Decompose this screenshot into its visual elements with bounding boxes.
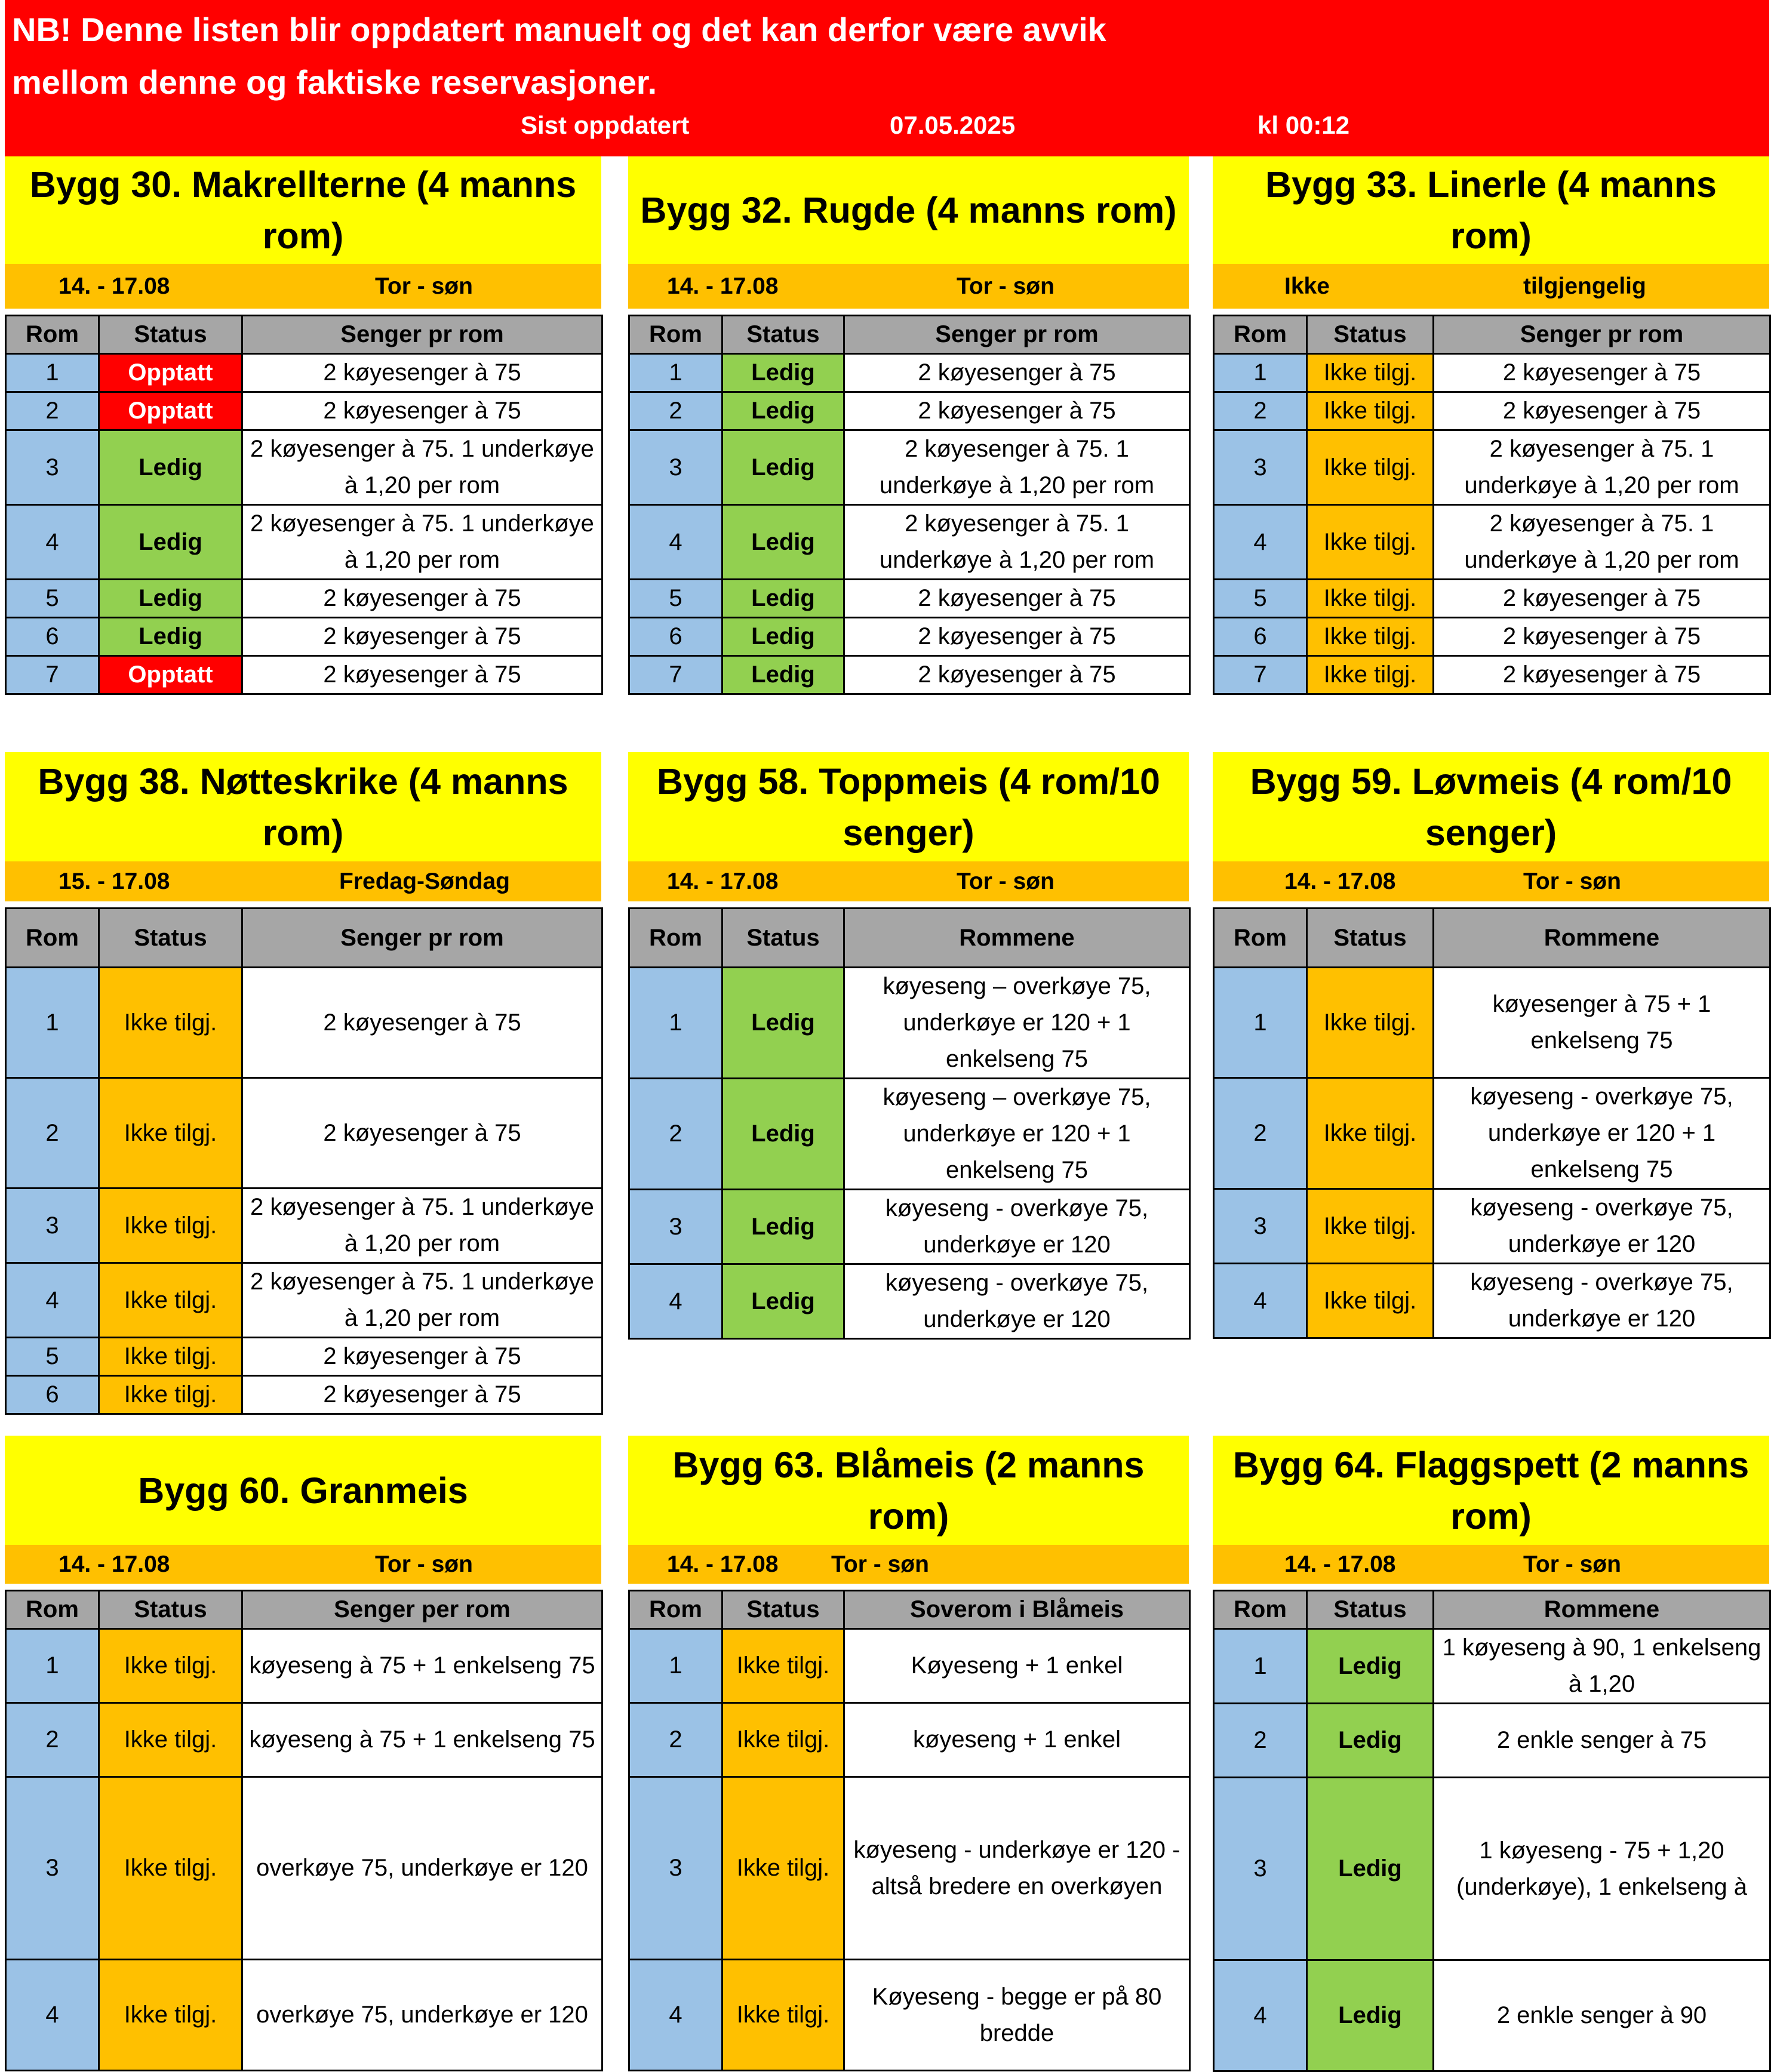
building-title: Bygg 60. Granmeis [5,1436,601,1545]
room-number: 7 [629,656,722,694]
building-title: Bygg 30. Makrellterne (4 manns rom) [5,156,601,264]
column-header-rommene: Rommene [844,909,1190,968]
table-header-row [6,1591,602,1629]
room-number: 2 [1214,1704,1307,1778]
room-number: 1 [1214,1629,1307,1704]
date-range: 15. - 17.08 [59,869,170,894]
room-table [1213,315,1771,695]
table-row [6,1263,602,1338]
bed-description: køyeseng - overkøye 75, underkøye er 120 [844,1264,1190,1339]
date-row [628,1545,1189,1584]
room-number: 1 [6,968,99,1078]
room-number: 2 [6,392,99,430]
room-number: 3 [6,1777,99,1960]
bed-description: køyeseng - overkøye 75, underkøye er 120 [844,1190,1190,1264]
warning-banner [5,0,1769,156]
bed-description: Køyeseng + 1 enkel [844,1629,1190,1703]
room-table [628,315,1191,695]
bed-description: 2 køyesenger à 75. 1 underkøye à 1,20 per rom [242,505,602,580]
table-row [6,505,602,580]
bed-description: 2 køyesenger à 75. 1 underkøye à 1,20 per rom [1434,430,1770,505]
room-number: 2 [6,1703,99,1777]
status-badge: Ledig [99,505,242,580]
date-range: 14. - 17.08 [667,1551,779,1577]
column-header-status: Status [1307,1591,1434,1629]
date-days: Tor - søn [831,1551,929,1577]
table-row [6,968,602,1078]
room-table [5,907,603,1415]
column-header-rom: Rom [1214,316,1307,354]
table-row [6,1960,602,2071]
bed-description: 2 køyesenger à 75. 1 underkøye à 1,20 per rom [1434,505,1770,580]
column-header-rom: Rom [629,1591,722,1629]
room-number: 4 [6,1263,99,1338]
room-number: 5 [6,1338,99,1376]
status-badge: Ikke tilgj. [99,1338,242,1376]
table-row [629,505,1190,580]
status-badge: Ledig [722,1190,844,1264]
bed-description: 1 køyeseng à 90, 1 enkelseng à 1,20 [1434,1629,1770,1704]
table-row [6,1078,602,1189]
column-header-rom: Rom [6,909,99,968]
table-row [6,1777,602,1960]
column-header-rommene: Rommene [1434,1591,1770,1629]
status-badge: Ikke tilgj. [99,1263,242,1338]
updated-date: 07.05.2025 [890,111,1016,139]
table-row [629,1190,1190,1264]
column-header-status: Status [99,1591,242,1629]
bed-description: køyeseng + 1 enkel [844,1703,1190,1777]
date-row [1213,1545,1769,1584]
column-header-rom: Rom [629,316,722,354]
column-header-status: Status [722,1591,844,1629]
status-badge: Ledig [1307,1629,1434,1704]
status-badge: Ledig [722,580,844,618]
table-row [1214,1264,1770,1338]
status-badge: Ikke tilgj. [1307,618,1434,656]
room-number: 4 [629,505,722,580]
table-header-row [1214,316,1770,354]
bed-description: 1 køyeseng - 75 + 1,20 (underkøye), 1 enkelseng à [1434,1778,1770,1960]
status-badge: Ikke tilgj. [99,968,242,1078]
status-badge: Ikke tilgj. [1307,656,1434,694]
date-row [1213,861,1769,901]
date-days: Tor - søn [957,869,1054,894]
status-badge: Ikke tilgj. [99,1777,242,1960]
status-badge: Ikke tilgj. [1307,1078,1434,1189]
status-badge: Ledig [99,430,242,505]
bed-description: 2 køyesenger à 75 [1434,354,1770,392]
room-number: 4 [1214,1264,1307,1338]
room-number: 5 [1214,580,1307,618]
status-badge: Ledig [722,354,844,392]
table-header-row [1214,1591,1770,1629]
table-row [1214,1960,1770,2071]
date-days: tilgjengelig [1523,273,1646,299]
column-header-rom: Rom [1214,909,1307,968]
table-row [1214,1189,1770,1264]
bed-description: 2 køyesenger à 75. 1 underkøye à 1,20 per rom [844,505,1190,580]
bed-description: 2 køyesenger à 75 [844,580,1190,618]
updated-time: kl 00:12 [1258,111,1350,139]
building-title: Bygg 33. Linerle (4 manns rom) [1213,156,1769,264]
bed-description: 2 køyesenger à 75 [1434,392,1770,430]
status-badge: Ikke tilgj. [99,1960,242,2071]
table-row [629,968,1190,1079]
table-row [6,580,602,618]
column-header-status: Status [99,316,242,354]
date-row [1213,264,1769,309]
room-table [628,907,1191,1340]
room-number: 6 [6,1376,99,1414]
status-badge: Ledig [722,430,844,505]
table-header-row [1214,909,1770,968]
bed-description: 2 køyesenger à 75 [242,618,602,656]
room-number: 4 [1214,505,1307,580]
status-badge: Ikke tilgj. [99,1629,242,1703]
room-number: 7 [1214,656,1307,694]
bed-description: køyesenger à 75 + 1 enkelseng 75 [1434,968,1770,1078]
status-badge: Ledig [722,1079,844,1190]
column-header-senger-pr-rom: Senger pr rom [844,316,1190,354]
status-badge: Ikke tilgj. [99,1189,242,1263]
building-title: Bygg 63. Blåmeis (2 manns rom) [628,1436,1189,1545]
column-header-rom: Rom [629,909,722,968]
table-header-row [629,909,1190,968]
room-number: 1 [6,1629,99,1703]
table-row [6,656,602,694]
status-badge: Ledig [1307,1778,1434,1960]
status-badge: Ikke tilgj. [722,1629,844,1703]
room-number: 2 [629,1079,722,1190]
column-header-senger-pr-rom: Senger pr rom [1434,316,1770,354]
date-range: 14. - 17.08 [1284,869,1396,894]
column-header-rom: Rom [6,316,99,354]
bed-description: 2 køyesenger à 75 [242,392,602,430]
room-number: 3 [629,430,722,505]
room-number: 2 [1214,1078,1307,1189]
status-badge: Ikke tilgj. [99,1703,242,1777]
room-number: 1 [629,1629,722,1703]
table-row [1214,430,1770,505]
table-row [629,392,1190,430]
building-title: Bygg 38. Nøtteskrike (4 manns rom) [5,752,601,861]
date-range: Ikke [1284,273,1330,299]
room-number: 3 [1214,430,1307,505]
bed-description: køyeseng - underkøye er 120 - altså bredere en overkøyen [844,1777,1190,1960]
table-row [1214,656,1770,694]
room-number: 1 [1214,354,1307,392]
bed-description: 2 køyesenger à 75. 1 underkøye à 1,20 per rom [242,1263,602,1338]
room-number: 4 [6,505,99,580]
status-badge: Ledig [99,618,242,656]
column-header-status: Status [722,316,844,354]
column-header-rommene: Rommene [1434,909,1770,968]
bed-description: 2 køyesenger à 75 [242,1338,602,1376]
room-number: 4 [629,1264,722,1339]
table-row [1214,1704,1770,1778]
column-header-senger-per-rom: Senger per rom [242,1591,602,1629]
status-badge: Ikke tilgj. [1307,430,1434,505]
date-row [628,861,1189,901]
table-row [629,656,1190,694]
room-number: 4 [1214,1960,1307,2071]
status-badge: Opptatt [99,354,242,392]
bed-description: 2 køyesenger à 75 [242,1078,602,1189]
bed-description: 2 køyesenger à 75 [242,1376,602,1414]
room-table [628,1590,1191,2071]
status-badge: Ledig [1307,1704,1434,1778]
room-table [5,315,603,695]
bed-description: køyeseng - overkøye 75, underkøye er 120 + 1 enkelseng 75 [1434,1078,1770,1189]
column-header-senger-pr-rom: Senger pr rom [242,316,602,354]
room-number: 1 [1214,968,1307,1078]
status-badge: Opptatt [99,392,242,430]
column-header-senger-pr-rom: Senger pr rom [242,909,602,968]
status-badge: Ikke tilgj. [722,1960,844,2071]
building-title: Bygg 32. Rugde (4 manns rom) [628,156,1189,264]
status-badge: Ikke tilgj. [1307,968,1434,1078]
date-days: Tor - søn [375,273,473,299]
bed-description: køyeseng – overkøye 75, underkøye er 120 + 1 enkelseng 75 [844,1079,1190,1190]
table-row [1214,1078,1770,1189]
bed-description: 2 enkle senger à 90 [1434,1960,1770,2071]
table-row [6,1629,602,1703]
room-number: 3 [629,1190,722,1264]
date-row [628,264,1189,309]
table-row [629,1960,1190,2071]
column-header-soverom-i-bl-meis: Soverom i Blåmeis [844,1591,1190,1629]
status-badge: Ikke tilgj. [1307,392,1434,430]
bed-description: 2 køyesenger à 75 [242,580,602,618]
bed-description: 2 køyesenger à 75. 1 underkøye à 1,20 per rom [242,430,602,505]
status-badge: Ikke tilgj. [1307,1189,1434,1264]
status-badge: Ikke tilgj. [1307,354,1434,392]
status-badge: Ledig [99,580,242,618]
status-badge: Ledig [722,968,844,1079]
room-number: 6 [1214,618,1307,656]
status-badge: Ikke tilgj. [99,1376,242,1414]
room-number: 7 [6,656,99,694]
column-header-status: Status [1307,909,1434,968]
bed-description: køyeseng – overkøye 75, underkøye er 120 + 1 enkelseng 75 [844,968,1190,1079]
table-row [6,354,602,392]
date-row [5,861,601,901]
table-row [629,1629,1190,1703]
table-row [629,1703,1190,1777]
column-header-status: Status [99,909,242,968]
bed-description: 2 køyesenger à 75. 1 underkøye à 1,20 per rom [242,1189,602,1263]
bed-description: Køyeseng - begge er på 80 bredde [844,1960,1190,2071]
status-badge: Ledig [722,618,844,656]
warning-note [12,4,1206,109]
bed-description: 2 køyesenger à 75 [844,392,1190,430]
room-number: 3 [1214,1778,1307,1960]
room-number: 3 [629,1777,722,1960]
room-number: 2 [6,1078,99,1189]
bed-description: 2 køyesenger à 75 [242,354,602,392]
bed-description: 2 køyesenger à 75. 1 underkøye à 1,20 per rom [844,430,1190,505]
date-range: 14. - 17.08 [59,1551,170,1577]
table-row [1214,505,1770,580]
bed-description: overkøye 75, underkøye er 120 [242,1960,602,2071]
room-number: 5 [629,580,722,618]
table-row [1214,354,1770,392]
table-header-row [6,909,602,968]
room-number: 3 [6,430,99,505]
table-row [629,618,1190,656]
status-badge: Ledig [722,505,844,580]
room-number: 2 [1214,392,1307,430]
date-range: 14. - 17.08 [1284,1551,1396,1577]
status-badge: Ledig [1307,1960,1434,2071]
table-row [629,1079,1190,1190]
room-number: 1 [6,354,99,392]
column-header-status: Status [1307,316,1434,354]
room-number: 2 [629,392,722,430]
table-header-row [629,1591,1190,1629]
status-badge: Ikke tilgj. [722,1777,844,1960]
status-badge: Ikke tilgj. [1307,1264,1434,1338]
status-badge: Ikke tilgj. [1307,505,1434,580]
status-badge: Ledig [722,1264,844,1339]
bed-description: 2 køyesenger à 75 [844,618,1190,656]
bed-description: overkøye 75, underkøye er 120 [242,1777,602,1960]
bed-description: 2 enkle senger à 75 [1434,1704,1770,1778]
table-row [6,1189,602,1263]
table-row [1214,1778,1770,1960]
bed-description: 2 køyesenger à 75 [1434,580,1770,618]
date-row [5,1545,601,1584]
warning-line-1: NB! Denne listen blir oppdatert manuelt og det kan derfor være avvik [12,11,1106,48]
date-range: 14. - 17.08 [59,273,170,299]
bed-description: køyeseng à 75 + 1 enkelseng 75 [242,1703,602,1777]
table-row [6,1376,602,1414]
building-title: Bygg 58. Toppmeis (4 rom/10 senger) [628,752,1189,861]
date-days: Tor - søn [957,273,1054,299]
table-row [629,354,1190,392]
date-days: Fredag-Søndag [339,869,511,894]
bed-description: køyeseng à 75 + 1 enkelseng 75 [242,1629,602,1703]
date-row [5,264,601,309]
room-table [5,1590,603,2071]
bed-description: køyeseng - overkøye 75, underkøye er 120 [1434,1264,1770,1338]
table-row [629,1264,1190,1339]
column-header-rom: Rom [1214,1591,1307,1629]
building-title: Bygg 64. Flaggspett (2 manns rom) [1213,1436,1769,1545]
status-badge: Ikke tilgj. [99,1078,242,1189]
table-row [1214,618,1770,656]
table-row [629,580,1190,618]
room-number: 6 [629,618,722,656]
table-row [1214,968,1770,1078]
room-number: 4 [629,1960,722,2071]
warning-line-2: mellom denne og faktiske reservasjoner. [12,63,657,101]
room-number: 5 [6,580,99,618]
table-row [6,618,602,656]
updated-label: Sist oppdatert [521,111,690,139]
room-number: 2 [629,1703,722,1777]
table-row [629,430,1190,505]
room-number: 6 [6,618,99,656]
date-days: Tor - søn [375,1551,473,1577]
status-badge: Ledig [722,392,844,430]
room-number: 3 [1214,1189,1307,1264]
room-table [1213,1590,1771,2072]
date-range: 14. - 17.08 [667,869,779,894]
status-badge: Ikke tilgj. [722,1703,844,1777]
table-row [1214,580,1770,618]
bed-description: 2 køyesenger à 75 [242,656,602,694]
date-days: Tor - søn [1523,869,1621,894]
table-header-row [6,316,602,354]
room-table [1213,907,1771,1339]
bed-description: 2 køyesenger à 75 [1434,618,1770,656]
status-badge: Ikke tilgj. [1307,580,1434,618]
room-number: 3 [6,1189,99,1263]
date-days: Tor - søn [1523,1551,1621,1577]
building-title: Bygg 59. Løvmeis (4 rom/10 senger) [1213,752,1769,861]
table-row [1214,1629,1770,1704]
bed-description: 2 køyesenger à 75 [242,968,602,1078]
status-badge: Opptatt [99,656,242,694]
bed-description: 2 køyesenger à 75 [844,354,1190,392]
table-row [6,1703,602,1777]
table-row [1214,392,1770,430]
date-range: 14. - 17.08 [667,273,779,299]
room-number: 1 [629,354,722,392]
room-number: 4 [6,1960,99,2071]
table-row [6,1338,602,1376]
table-row [6,392,602,430]
table-row [629,1777,1190,1960]
bed-description: 2 køyesenger à 75 [1434,656,1770,694]
status-badge: Ledig [722,656,844,694]
bed-description: køyeseng - overkøye 75, underkøye er 120 [1434,1189,1770,1264]
column-header-status: Status [722,909,844,968]
room-number: 1 [629,968,722,1079]
table-row [6,430,602,505]
bed-description: 2 køyesenger à 75 [844,656,1190,694]
column-header-rom: Rom [6,1591,99,1629]
table-header-row [629,316,1190,354]
